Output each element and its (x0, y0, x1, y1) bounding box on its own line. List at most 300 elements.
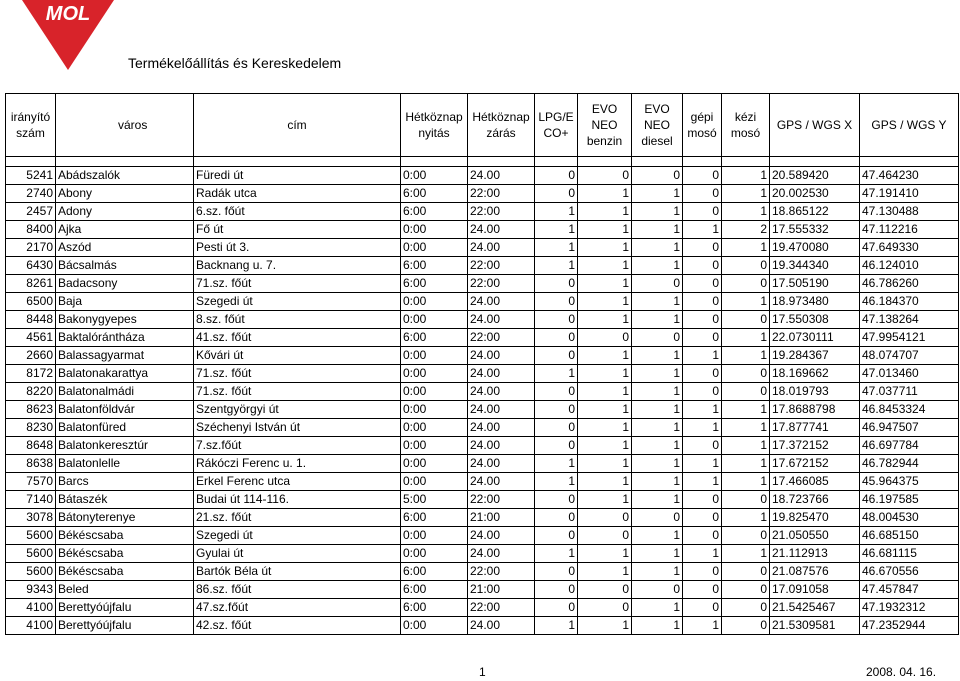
table-cell: 0 (632, 275, 683, 293)
header-gap-cell (722, 157, 770, 167)
table-cell: 0 (535, 293, 578, 311)
table-cell: 0:00 (401, 455, 468, 473)
table-cell: 24.00 (468, 401, 535, 419)
table-cell: 24.00 (468, 383, 535, 401)
table-cell: 1 (632, 203, 683, 221)
table-cell: 47.013460 (860, 365, 959, 383)
table-cell: Backnang u. 7. (194, 257, 401, 275)
table-cell: 0 (535, 419, 578, 437)
table-cell: 1 (683, 473, 722, 491)
table-cell: 24.00 (468, 167, 535, 185)
table-cell: 1 (535, 257, 578, 275)
table-cell: 0:00 (401, 365, 468, 383)
table-cell: 24.00 (468, 437, 535, 455)
table-cell: 0 (535, 581, 578, 599)
table-cell: 1 (722, 293, 770, 311)
table-cell: 18.169662 (770, 365, 860, 383)
column-header: kézi mosó (722, 94, 770, 157)
table-cell: Kővári út (194, 347, 401, 365)
table-cell: 0 (722, 617, 770, 635)
footer-date: 2008. 04. 16. (866, 665, 937, 679)
table-cell: 1 (632, 383, 683, 401)
table-cell: 20.002530 (770, 185, 860, 203)
table-cell: Bartók Béla út (194, 563, 401, 581)
table-cell: 22:00 (468, 275, 535, 293)
table-cell: 1 (535, 239, 578, 257)
table-cell: 5:00 (401, 491, 468, 509)
table-cell: 1 (722, 545, 770, 563)
table-cell: 1 (535, 545, 578, 563)
table-cell: 21.087576 (770, 563, 860, 581)
table-cell: 1 (578, 185, 632, 203)
table-cell: 1 (632, 221, 683, 239)
table-cell: 0 (578, 527, 632, 545)
header-gap-cell (401, 157, 468, 167)
table-cell: 1 (722, 473, 770, 491)
table-cell: 1 (632, 473, 683, 491)
table-cell: Adony (56, 203, 194, 221)
table-cell: 6:00 (401, 599, 468, 617)
table-cell: 6:00 (401, 509, 468, 527)
table-cell: Budai út 114-116. (194, 491, 401, 509)
table-cell: 1 (535, 455, 578, 473)
table-cell: 1 (578, 311, 632, 329)
column-header: város (56, 94, 194, 157)
table-cell: 1 (578, 419, 632, 437)
header-gap-cell (860, 157, 959, 167)
table-cell: 0:00 (401, 383, 468, 401)
table-cell: 0 (722, 311, 770, 329)
table-cell: 7.sz.főút (194, 437, 401, 455)
table-cell: 1 (578, 275, 632, 293)
table-row (6, 527, 959, 545)
table-cell: 8.sz. főút (194, 311, 401, 329)
table-cell: 0 (578, 581, 632, 599)
table-cell: 1 (535, 473, 578, 491)
table-cell: 1 (578, 203, 632, 221)
table-cell: 21.050550 (770, 527, 860, 545)
table-cell: 9343 (6, 581, 56, 599)
table-row (6, 347, 959, 365)
header-gap-cell (535, 157, 578, 167)
page-number: 1 (479, 665, 486, 679)
table-cell: Szegedi út (194, 527, 401, 545)
table-cell: 8448 (6, 311, 56, 329)
header-gap-cell (56, 157, 194, 167)
table-cell: 22:00 (468, 599, 535, 617)
table-cell: 0 (722, 383, 770, 401)
table-cell: 6:00 (401, 581, 468, 599)
table-cell: 48.004530 (860, 509, 959, 527)
table-cell: 0:00 (401, 545, 468, 563)
table-cell: 20.589420 (770, 167, 860, 185)
table-cell: 8648 (6, 437, 56, 455)
table-cell: 0 (683, 509, 722, 527)
table-cell: 0:00 (401, 221, 468, 239)
header-gap-row (6, 157, 959, 167)
table-cell: 8172 (6, 365, 56, 383)
table-cell: 42.sz. főút (194, 617, 401, 635)
table-cell: 6.sz. főút (194, 203, 401, 221)
table-cell: 1 (578, 383, 632, 401)
table-cell: 0 (632, 581, 683, 599)
table-cell: 71.sz. főút (194, 383, 401, 401)
table-cell: 1 (578, 401, 632, 419)
table-cell: 0 (683, 599, 722, 617)
table-cell: 6:00 (401, 203, 468, 221)
table-cell: 1 (632, 293, 683, 311)
table-cell: 24.00 (468, 455, 535, 473)
table-row (6, 455, 959, 473)
table-cell: 0 (632, 509, 683, 527)
table-cell: Balatonkeresztúr (56, 437, 194, 455)
table-cell: 6430 (6, 257, 56, 275)
table-cell: 0 (683, 239, 722, 257)
table-cell: Bácsalmás (56, 257, 194, 275)
table-cell: Pesti út 3. (194, 239, 401, 257)
table-cell: 21.sz. főút (194, 509, 401, 527)
table-cell: 47.464230 (860, 167, 959, 185)
table-cell: 47.sz.főút (194, 599, 401, 617)
table-cell: 24.00 (468, 545, 535, 563)
header-row (6, 94, 959, 157)
table-cell: 6:00 (401, 275, 468, 293)
table-cell: 0 (722, 527, 770, 545)
table-cell: 0:00 (401, 419, 468, 437)
table-cell: 0:00 (401, 401, 468, 419)
table-cell: 1 (578, 455, 632, 473)
table-cell: 41.sz. főút (194, 329, 401, 347)
table-cell: 0 (722, 275, 770, 293)
table-cell: 2457 (6, 203, 56, 221)
table-cell: Barcs (56, 473, 194, 491)
table-cell: 3078 (6, 509, 56, 527)
table-cell: 24.00 (468, 293, 535, 311)
table-cell: 1 (632, 437, 683, 455)
table-cell: 46.681115 (860, 545, 959, 563)
table-cell: 22:00 (468, 257, 535, 275)
table-cell: 22:00 (468, 329, 535, 347)
table-cell: Gyulai út (194, 545, 401, 563)
table-cell: 1 (535, 365, 578, 383)
table-cell: 1 (632, 419, 683, 437)
table-cell: 0 (535, 509, 578, 527)
table-cell: 0 (535, 167, 578, 185)
table-cell: 1 (683, 455, 722, 473)
table-row (6, 437, 959, 455)
table-row (6, 167, 959, 185)
table-cell: 1 (722, 203, 770, 221)
mol-logo (22, 0, 114, 70)
table-cell: 17.8688798 (770, 401, 860, 419)
table-cell: 1 (683, 347, 722, 365)
column-header: GPS / WGS Y (860, 94, 959, 157)
table-cell: Baktalórántháza (56, 329, 194, 347)
table-cell: Széchenyi István út (194, 419, 401, 437)
table-cell: 0 (683, 293, 722, 311)
table-cell: 21.5425467 (770, 599, 860, 617)
table-cell: Rákóczi Ferenc u. 1. (194, 455, 401, 473)
column-header: gépi mosó (683, 94, 722, 157)
header-gap-cell (632, 157, 683, 167)
table-cell: 0:00 (401, 239, 468, 257)
table-cell: 5600 (6, 545, 56, 563)
table-cell: 6:00 (401, 329, 468, 347)
table-cell: 1 (535, 221, 578, 239)
table-cell: 0:00 (401, 347, 468, 365)
table-cell: 17.466085 (770, 473, 860, 491)
table-cell: 46.947507 (860, 419, 959, 437)
table-cell: 1 (632, 545, 683, 563)
table-cell: 0 (578, 167, 632, 185)
table-cell: 0 (535, 347, 578, 365)
table-cell: 1 (632, 239, 683, 257)
table-cell: Szegedi út (194, 293, 401, 311)
table-cell: 0 (683, 329, 722, 347)
table-row (6, 401, 959, 419)
table-cell: 47.649330 (860, 239, 959, 257)
table-cell: 1 (722, 509, 770, 527)
table-cell: 24.00 (468, 527, 535, 545)
table-cell: 0:00 (401, 293, 468, 311)
table-cell: 46.8453324 (860, 401, 959, 419)
table-cell: 46.697784 (860, 437, 959, 455)
table-cell: 1 (722, 167, 770, 185)
table-cell: Balatonföldvár (56, 401, 194, 419)
table-cell: 1 (722, 437, 770, 455)
table-cell: 0 (535, 275, 578, 293)
table-body (6, 167, 959, 635)
header-gap-cell (770, 157, 860, 167)
table-cell: 71.sz. főút (194, 275, 401, 293)
header-gap-cell (468, 157, 535, 167)
table-cell: 1 (578, 491, 632, 509)
table-cell: 1 (632, 527, 683, 545)
table-cell: Beled (56, 581, 194, 599)
table-cell: 46.184370 (860, 293, 959, 311)
table-cell: Aszód (56, 239, 194, 257)
table-cell: 1 (578, 617, 632, 635)
column-header: EVO NEO benzin (578, 94, 632, 157)
table-cell: 1 (722, 419, 770, 437)
table-cell: 1 (578, 293, 632, 311)
header-gap-cell (683, 157, 722, 167)
table-cell: 0 (722, 491, 770, 509)
table-cell: 19.825470 (770, 509, 860, 527)
table-cell: 17.550308 (770, 311, 860, 329)
table-row (6, 257, 959, 275)
table-cell: 1 (683, 617, 722, 635)
table-cell: 1 (578, 473, 632, 491)
table-cell: 22:00 (468, 491, 535, 509)
table-cell: 0:00 (401, 617, 468, 635)
table-cell: 47.191410 (860, 185, 959, 203)
table-cell: 24.00 (468, 311, 535, 329)
table-cell: 1 (683, 221, 722, 239)
company-name: Termékelőállítás és Kereskedelem (128, 55, 342, 71)
table-cell: 0 (683, 383, 722, 401)
table-cell: 0 (535, 383, 578, 401)
table-cell: 24.00 (468, 473, 535, 491)
table-cell: 0 (535, 527, 578, 545)
table-cell: 0 (535, 329, 578, 347)
table-cell: 22:00 (468, 185, 535, 203)
table-cell: Bátaszék (56, 491, 194, 509)
table-cell: 0 (535, 491, 578, 509)
table-cell: 1 (722, 329, 770, 347)
table-cell: 2170 (6, 239, 56, 257)
table-cell: 4561 (6, 329, 56, 347)
table-cell: 1 (578, 365, 632, 383)
table-cell: 17.091058 (770, 581, 860, 599)
table-cell: 0 (683, 563, 722, 581)
table-cell: 1 (632, 185, 683, 203)
table-cell: 1 (632, 491, 683, 509)
table-cell: Békéscsaba (56, 545, 194, 563)
table-cell: Badacsony (56, 275, 194, 293)
table-cell: 0 (535, 563, 578, 581)
table-cell: 1 (535, 203, 578, 221)
table-cell: 0 (632, 329, 683, 347)
table-cell: 46.685150 (860, 527, 959, 545)
table-cell: 7570 (6, 473, 56, 491)
table-row (6, 221, 959, 239)
table-cell: 24.00 (468, 239, 535, 257)
table-cell: Békéscsaba (56, 527, 194, 545)
table-cell: 1 (632, 311, 683, 329)
table-cell: 1 (578, 545, 632, 563)
table-cell: 1 (632, 617, 683, 635)
table-cell: Berettyóújfalu (56, 617, 194, 635)
table-cell: 1 (683, 401, 722, 419)
table-cell: 4100 (6, 617, 56, 635)
table-cell: 0 (683, 311, 722, 329)
table-cell: 22:00 (468, 563, 535, 581)
table-row (6, 293, 959, 311)
table-cell: 46.124010 (860, 257, 959, 275)
table-cell: Erkel Ferenc utca (194, 473, 401, 491)
table-cell: 1 (632, 347, 683, 365)
table-cell: 2 (722, 221, 770, 239)
table-row (6, 275, 959, 293)
table-cell: 0 (535, 599, 578, 617)
table-cell: 0 (683, 275, 722, 293)
table-cell: 1 (722, 185, 770, 203)
table-cell: 2740 (6, 185, 56, 203)
table-cell: 17.672152 (770, 455, 860, 473)
table-row (6, 473, 959, 491)
table-cell: 1 (535, 617, 578, 635)
logo-text: MOL (45, 3, 91, 25)
table-cell: 0 (722, 581, 770, 599)
table-cell: 24.00 (468, 365, 535, 383)
table-row (6, 617, 959, 635)
table-cell: 0 (683, 257, 722, 275)
table-cell: 0 (535, 185, 578, 203)
table-cell: Békéscsaba (56, 563, 194, 581)
table-cell: 17.505190 (770, 275, 860, 293)
table-cell: 18.865122 (770, 203, 860, 221)
table-cell: 0 (722, 563, 770, 581)
table-cell: 0:00 (401, 527, 468, 545)
table-cell: 46.786260 (860, 275, 959, 293)
table-cell: 0 (683, 185, 722, 203)
table-cell: 47.138264 (860, 311, 959, 329)
table-cell: 0 (683, 581, 722, 599)
table-cell: 0 (683, 203, 722, 221)
table-cell: 1 (632, 455, 683, 473)
table-cell: 0:00 (401, 473, 468, 491)
table-cell: 0 (683, 527, 722, 545)
table-cell: 45.964375 (860, 473, 959, 491)
table-cell: 47.1932312 (860, 599, 959, 617)
table-row (6, 329, 959, 347)
table-cell: 0 (578, 509, 632, 527)
table-cell: 24.00 (468, 617, 535, 635)
table-cell: Szentgyörgyi út (194, 401, 401, 419)
header-gap-cell (194, 157, 401, 167)
table-cell: Balatonalmádi (56, 383, 194, 401)
table-cell: 1 (578, 563, 632, 581)
table-cell: 0 (722, 365, 770, 383)
table-cell: 0 (683, 365, 722, 383)
table-cell: Abádszalók (56, 167, 194, 185)
table-row (6, 545, 959, 563)
table-cell: 0 (535, 401, 578, 419)
table-cell: 0:00 (401, 437, 468, 455)
table-cell: Baja (56, 293, 194, 311)
table-cell: 71.sz. főút (194, 365, 401, 383)
table-cell: 1 (578, 221, 632, 239)
table-cell: Balatonlelle (56, 455, 194, 473)
table-cell: 1 (632, 365, 683, 383)
table-row (6, 203, 959, 221)
table-cell: 8638 (6, 455, 56, 473)
table-cell: 1 (722, 455, 770, 473)
table-cell: 6:00 (401, 563, 468, 581)
table-cell: 0 (722, 257, 770, 275)
table-cell: Balatonfüred (56, 419, 194, 437)
table-cell: 0 (683, 437, 722, 455)
table-cell: 47.112216 (860, 221, 959, 239)
table-cell: 5600 (6, 527, 56, 545)
column-header: GPS / WGS X (770, 94, 860, 157)
table-cell: 18.973480 (770, 293, 860, 311)
header-gap-cell (578, 157, 632, 167)
table-cell: 47.457847 (860, 581, 959, 599)
table-cell: 48.074707 (860, 347, 959, 365)
table-cell: Füredi út (194, 167, 401, 185)
table-cell: Balassagyarmat (56, 347, 194, 365)
column-header: irányító szám (6, 94, 56, 157)
table-row (6, 311, 959, 329)
table-row (6, 563, 959, 581)
table-cell: Bátonyterenye (56, 509, 194, 527)
table-cell: 86.sz. főút (194, 581, 401, 599)
table-cell: 17.555332 (770, 221, 860, 239)
table-cell: 0 (683, 491, 722, 509)
table-cell: 2660 (6, 347, 56, 365)
table-cell: 1 (632, 257, 683, 275)
table-cell: 8400 (6, 221, 56, 239)
table-row (6, 491, 959, 509)
table-cell: 6500 (6, 293, 56, 311)
table-cell: 47.9954121 (860, 329, 959, 347)
table-row (6, 581, 959, 599)
table-row (6, 365, 959, 383)
table-cell: 1 (722, 401, 770, 419)
table-cell: 22.0730111 (770, 329, 860, 347)
